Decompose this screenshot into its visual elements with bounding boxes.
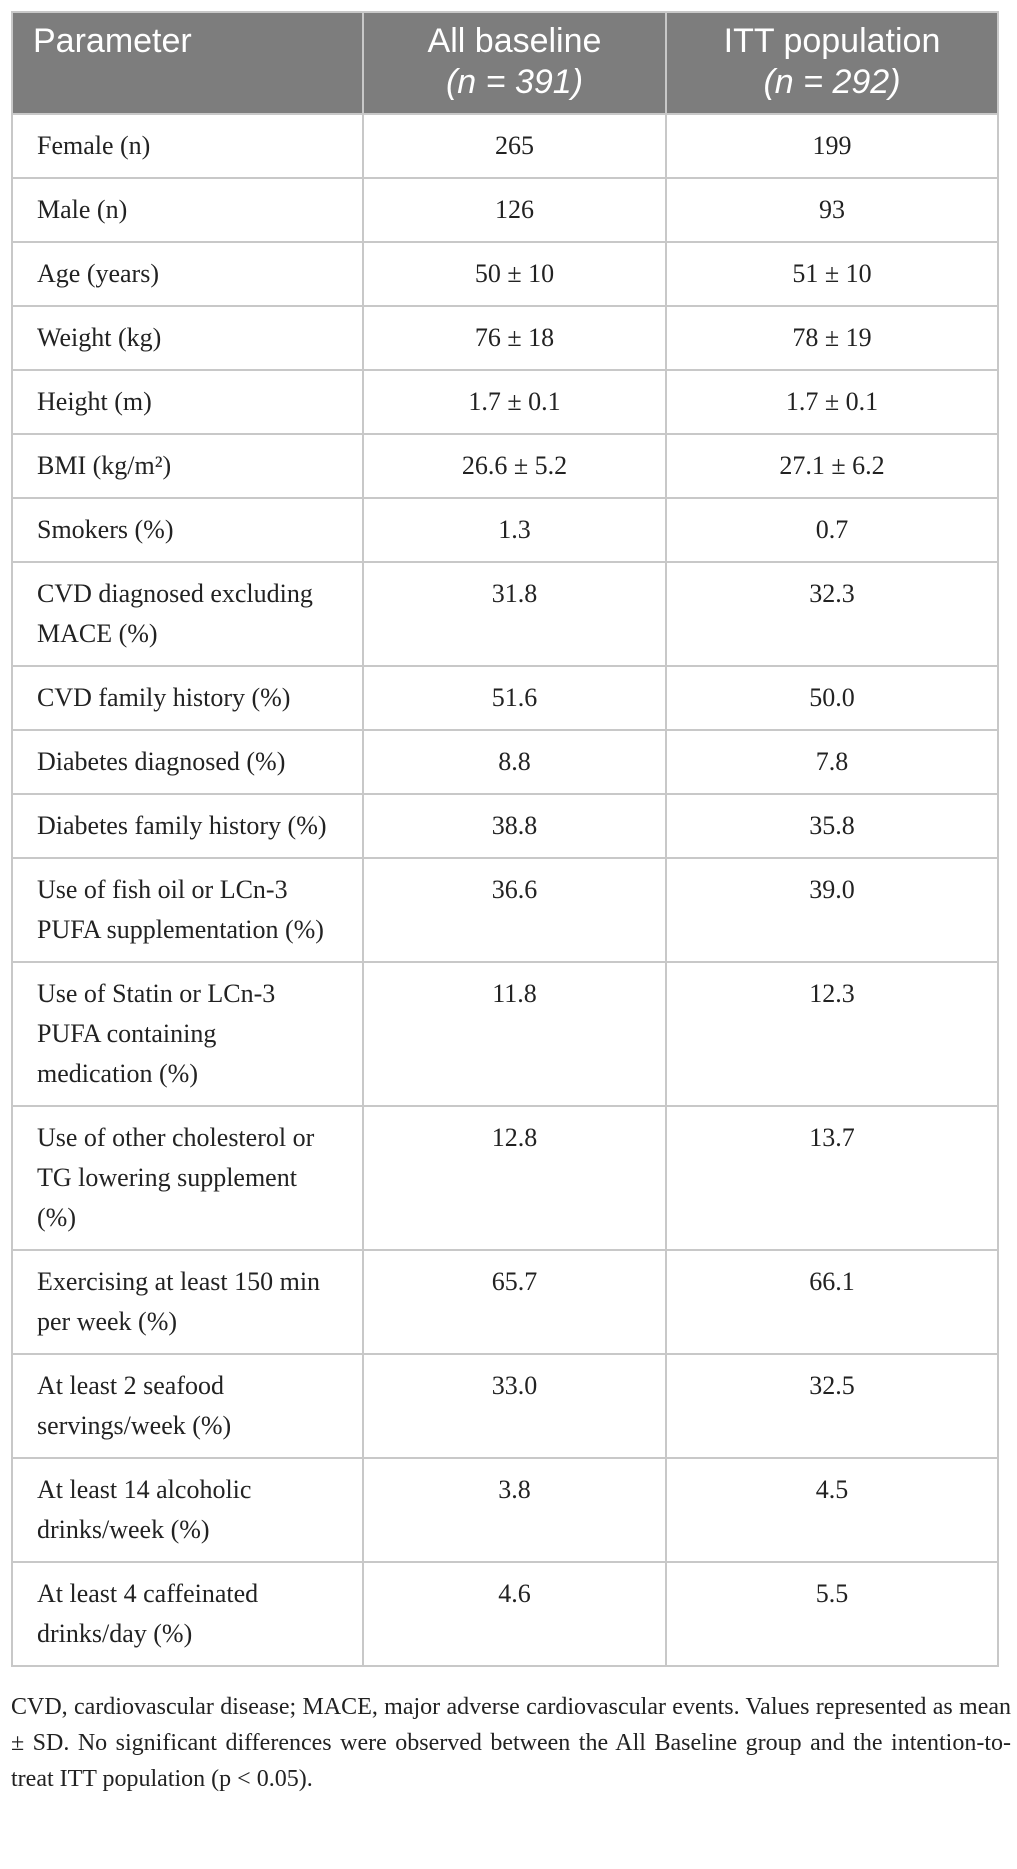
table-row — [12, 962, 998, 1106]
table-row — [12, 1354, 998, 1458]
cell-itt: 199 — [666, 114, 998, 178]
header-all-baseline-label: All baseline — [427, 22, 602, 60]
cell-parameter: Weight (kg) — [12, 306, 363, 370]
cell-itt: 32.5 — [666, 1354, 998, 1458]
table-body — [12, 114, 998, 1666]
cell-all-baseline: 51.6 — [363, 666, 666, 730]
cell-all-baseline: 3.8 — [363, 1458, 666, 1562]
table-row — [12, 498, 998, 562]
cell-all-baseline: 76 ± 18 — [363, 306, 666, 370]
cell-itt: 12.3 — [666, 962, 998, 1106]
table-row — [12, 1250, 998, 1354]
table-row — [12, 794, 998, 858]
cell-itt: 0.7 — [666, 498, 998, 562]
baseline-characteristics-table — [11, 11, 999, 1667]
cell-parameter: BMI (kg/m²) — [12, 434, 363, 498]
table-row — [12, 730, 998, 794]
cell-all-baseline: 1.3 — [363, 498, 666, 562]
cell-itt: 27.1 ± 6.2 — [666, 434, 998, 498]
header-itt-population-label: ITT population — [723, 22, 941, 60]
cell-parameter: Age (years) — [12, 242, 363, 306]
cell-itt: 13.7 — [666, 1106, 998, 1250]
header-itt-population-n: (n = 292) — [763, 63, 901, 101]
cell-itt: 1.7 ± 0.1 — [666, 370, 998, 434]
cell-parameter: Height (m) — [12, 370, 363, 434]
header-itt-population — [666, 12, 998, 114]
cell-all-baseline: 11.8 — [363, 962, 666, 1106]
cell-parameter: CVD diagnosed excluding MACE (%) — [12, 562, 363, 666]
cell-parameter: Female (n) — [12, 114, 363, 178]
table-row — [12, 858, 998, 962]
cell-parameter: Male (n) — [12, 178, 363, 242]
cell-all-baseline: 1.7 ± 0.1 — [363, 370, 666, 434]
cell-itt: 7.8 — [666, 730, 998, 794]
cell-all-baseline: 38.8 — [363, 794, 666, 858]
cell-itt: 4.5 — [666, 1458, 998, 1562]
table-row — [12, 666, 998, 730]
table-row — [12, 1458, 998, 1562]
cell-itt: 32.3 — [666, 562, 998, 666]
cell-parameter: Use of fish oil or LCn-3 PUFA supplementation (%) — [12, 858, 363, 962]
cell-all-baseline: 31.8 — [363, 562, 666, 666]
cell-parameter: Smokers (%) — [12, 498, 363, 562]
table-row — [12, 434, 998, 498]
table-row — [12, 306, 998, 370]
cell-parameter: Exercising at least 150 min per week (%) — [12, 1250, 363, 1354]
cell-all-baseline: 36.6 — [363, 858, 666, 962]
cell-all-baseline: 33.0 — [363, 1354, 666, 1458]
header-all-baseline-n: (n = 391) — [445, 63, 584, 101]
cell-itt: 5.5 — [666, 1562, 998, 1666]
table-row — [12, 1106, 998, 1250]
cell-itt: 35.8 — [666, 794, 998, 858]
cell-parameter: At least 14 alcoholic drinks/week (%) — [12, 1458, 363, 1562]
table-row — [12, 178, 998, 242]
cell-all-baseline: 12.8 — [363, 1106, 666, 1250]
cell-parameter: Use of other cholesterol or TG lowering supplement (%) — [12, 1106, 363, 1250]
cell-all-baseline: 50 ± 10 — [363, 242, 666, 306]
cell-parameter: CVD family history (%) — [12, 666, 363, 730]
table-row — [12, 114, 998, 178]
cell-itt: 50.0 — [666, 666, 998, 730]
cell-itt: 93 — [666, 178, 998, 242]
table-footnote: CVD, cardiovascular disease; MACE, major adverse cardiovascular events. Values represented as mean ± SD. No significant differences were observed between the All Baseline group and the intention-to-treat ITT population (p < 0.05). — [11, 1694, 1011, 1792]
cell-itt: 39.0 — [666, 858, 998, 962]
table-row — [12, 370, 998, 434]
cell-parameter: At least 2 seafood servings/week (%) — [12, 1354, 363, 1458]
table-row — [12, 562, 998, 666]
cell-all-baseline: 65.7 — [363, 1250, 666, 1354]
cell-itt: 51 ± 10 — [666, 242, 998, 306]
cell-parameter: Use of Statin or LCn-3 PUFA containing medication (%) — [12, 962, 363, 1106]
cell-parameter: At least 4 caffeinated drinks/day (%) — [12, 1562, 363, 1666]
table-row — [12, 1562, 998, 1666]
cell-itt: 66.1 — [666, 1250, 998, 1354]
header-parameter: Parameter — [12, 12, 363, 114]
cell-itt: 78 ± 19 — [666, 306, 998, 370]
cell-all-baseline: 8.8 — [363, 730, 666, 794]
table-header-row — [12, 12, 998, 114]
cell-parameter: Diabetes family history (%) — [12, 794, 363, 858]
document-page — [11, 11, 1011, 1797]
cell-all-baseline: 26.6 ± 5.2 — [363, 434, 666, 498]
table-row — [12, 242, 998, 306]
cell-all-baseline: 4.6 — [363, 1562, 666, 1666]
cell-all-baseline: 126 — [363, 178, 666, 242]
cell-parameter: Diabetes diagnosed (%) — [12, 730, 363, 794]
header-all-baseline — [363, 12, 666, 114]
cell-all-baseline: 265 — [363, 114, 666, 178]
